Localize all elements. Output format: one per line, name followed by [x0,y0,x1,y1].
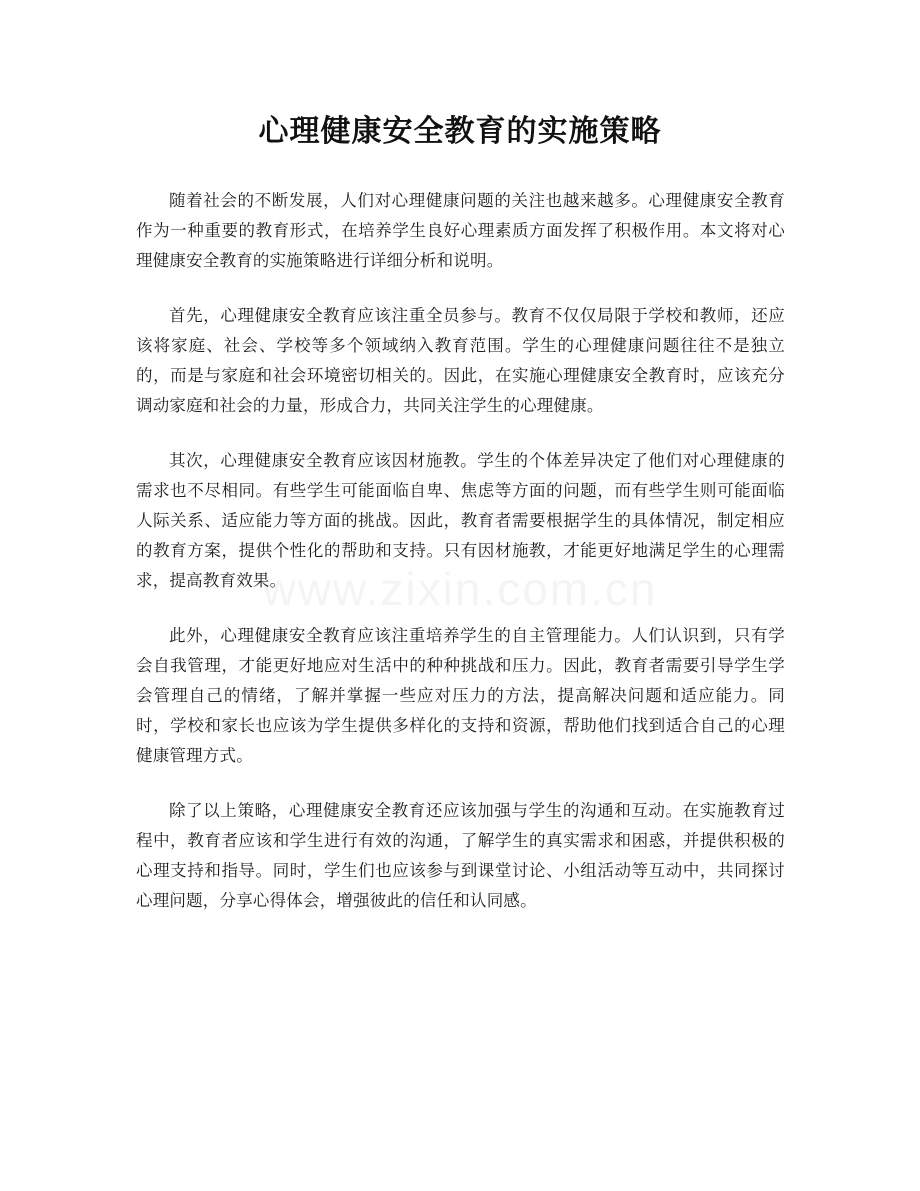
paragraph-first: 首先，心理健康安全教育应该注重全员参与。教育不仅仅局限于学校和教师，还应该将家庭、社会、学校等多个领域纳入教育范围。学生的心理健康问题往往不是独立的，而是与家庭和社会环境密切相关的。因此，在实施心理健康安全教育时，应该充分调动家庭和社会的力量，形成合力，共同关注学生的心理健康。 [136,306,785,415]
paragraph-intro: 随着社会的不断发展，人们对心理健康问题的关注也越来越多。心理健康安全教育作为一种重要的教育形式，在培养学生良好心理素质方面发挥了积极作用。本文将对心理健康安全教育的实施策略进行详细分析和说明。 [136,191,785,270]
paragraph-second: 其次，心理健康安全教育应该因材施教。学生的个体差异决定了他们对心理健康的需求也不尽相同。有些学生可能面临自卑、焦虑等方面的问题，而有些学生则可能面临人际关系、适应能力等方面的挑战。因此，教育者需要根据学生的具体情况，制定相应的教育方案，提供个性化的帮助和支持。只有因材施教，才能更好地满足学生的心理需求，提高教育效果。 [136,451,785,590]
document-title: 心理健康安全教育的实施策略 [258,114,662,149]
paragraph-third: 此外，心理健康安全教育应该注重培养学生的自主管理能力。人们认识到，只有学会自我管理，才能更好地应对生活中的种种挑战和压力。因此，教育者需要引导学生学会管理自己的情绪，了解并掌握一些应对压力的方法，提高解决问题和适应能力。同时，学校和家长也应该为学生提供多样化的支持和资源，帮助他们找到适合自己的心理健康管理方式。 [136,626,785,765]
document-body [136,186,785,941]
paragraph-fourth: 除了以上策略，心理健康安全教育还应该加强与学生的沟通和互动。在实施教育过程中，教育者应该和学生进行有效的沟通，了解学生的真实需求和困惑，并提供积极的心理支持和指导。同时，学生们也应该参与到课堂讨论、小组活动等互动中，共同探讨心理问题，分享心得体会，增强彼此的信任和认同感。 [136,801,785,910]
